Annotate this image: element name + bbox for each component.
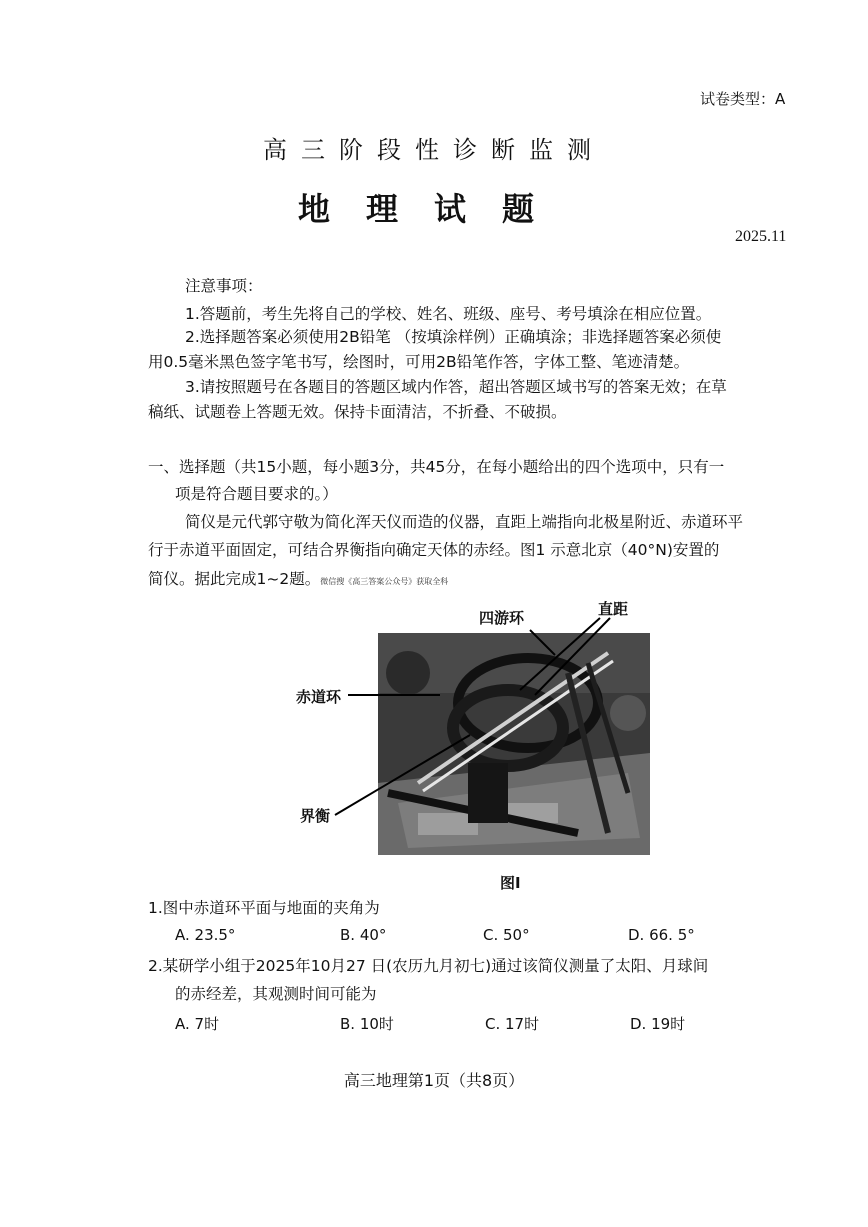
- notice-item-2-line-1: 2.选择题答案必须使用2B铅笔 （按填涂样例）正确填涂；非选择题答案必须使: [185, 328, 722, 346]
- paper-type: 试卷类型：A: [700, 90, 786, 108]
- intro-line-2: 行于赤道平面固定，可结合界衡指向确定天体的赤经。图1 示意北京（40°N)安置的: [148, 541, 720, 559]
- question-2-stem-line-1: 2.某研学小组于2025年10月27 日(农历九月初七)通过该简仪测量了太阳、月球间: [148, 957, 709, 975]
- notice-item-3-line-1: 3.请按照题号在各题目的答题区域内作答，超出答题区域书写的答案无效；在草: [185, 378, 727, 396]
- question-1-option-b: B. 40°: [340, 926, 387, 944]
- question-1-option-a: A. 23.5°: [175, 926, 236, 944]
- question-1-option-c: C. 50°: [483, 926, 530, 944]
- section-1-title-line-1: 一、选择题（共15小题，每小题3分，共45分，在每小题给出的四个选项中，只有一: [148, 458, 725, 476]
- question-2-option-d: D. 19时: [630, 1015, 686, 1033]
- section-1-title-line-2: 项是符合题目要求的。）: [175, 485, 338, 503]
- question-2-option-b: B. 10时: [340, 1015, 394, 1033]
- notice-item-3-line-2: 稿纸、试题卷上答题无效。保持卡面清洁，不折叠、不破损。: [148, 403, 567, 421]
- question-1-option-d: D. 66. 5°: [628, 926, 695, 944]
- notice-item-2-line-2: 用0.5毫米黑色签字笔书写，绘图时，可用2B铅笔作答，字体工整、笔迹清楚。: [148, 353, 690, 371]
- label-sihuan: 四游环: [479, 609, 525, 627]
- question-2-stem-line-2: 的赤经差，其观测时间可能为: [175, 985, 377, 1003]
- figure-caption: 图I: [500, 874, 521, 892]
- label-zhiju: 直距: [598, 600, 629, 618]
- subject-title: 地理试题: [297, 190, 570, 228]
- exam-title: 高三阶段性诊断监测: [263, 136, 605, 164]
- label-jieheng: 界衡: [300, 807, 331, 825]
- label-chidao: 赤道环: [296, 688, 342, 706]
- question-2-option-a: A. 7时: [175, 1015, 220, 1033]
- exam-date: 2025.11: [735, 228, 787, 245]
- page-footer: 高三地理第1页（共8页）: [343, 1071, 525, 1090]
- notice-heading: 注意事项：: [185, 277, 263, 295]
- intro-line-3-text: 简仪。据此完成1~2题。: [148, 570, 321, 588]
- notice-item-1: 1.答题前，考生先将自己的学校、姓名、班级、座号、考号填涂在相应位置。: [185, 305, 712, 323]
- question-1-stem: 1.图中赤道环平面与地面的夹角为: [148, 899, 380, 917]
- question-2-option-c: C. 17时: [485, 1015, 540, 1033]
- intro-line-1: 简仪是元代郭守敬为简化浑天仪而造的仪器，直距上端指向北极星附近、赤道环平: [185, 513, 744, 531]
- watermark-text: 微信搜《高三答案公众号》获取全科: [320, 577, 449, 586]
